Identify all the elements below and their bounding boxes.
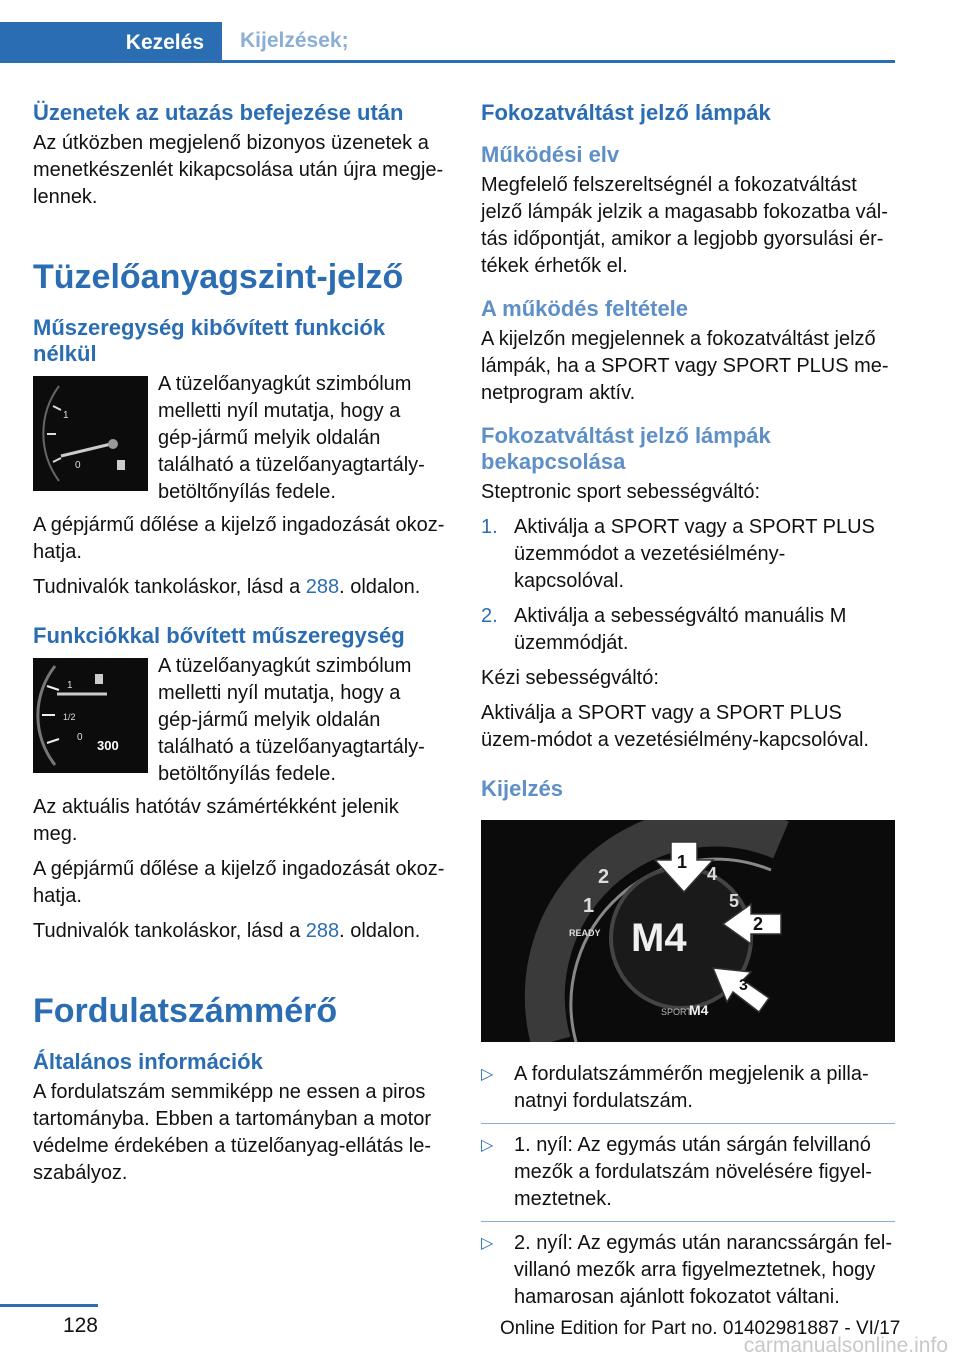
subheading-general-info: Általános információk (33, 1049, 263, 1074)
paragraph-refuel-1 (33, 574, 445, 601)
step-item (481, 603, 895, 657)
tab-kijelzesek[interactable]: Kijelzések; (240, 29, 349, 52)
watermark: carmanualsonline.info (743, 1334, 948, 1357)
refuel-suffix-2: . oldalon. (339, 920, 421, 942)
triangle-bullet-icon: ▷ (481, 1137, 494, 1154)
left-column (33, 100, 445, 1195)
tab-underline (0, 60, 895, 63)
svg-text:1: 1 (583, 895, 595, 917)
tab-kezeles[interactable]: Kezelés (0, 22, 222, 63)
heading-fuel-gauge: Tüzelőanyagszint-jelző (33, 258, 404, 296)
fig-text-basic: A tüzelőanyagkút szimbólum melletti nyíl mutatja, hogy a gép-jármű melyik oldalán található a tüzelőanyagtartály-betöltőnyílás fedele. (158, 373, 425, 503)
svg-text:0: 0 (77, 732, 83, 743)
page-number-rule (0, 1304, 98, 1307)
display-notes (481, 1061, 895, 1319)
subheading-extended-cluster: Funkciókkal bővített műszeregység (33, 623, 405, 648)
paragraph-condition: A kijelzőn megjelennek a fokozatváltást jelző lámpák, ha a SPORT vagy SPORT PLUS me-netprogram aktív. (481, 328, 889, 404)
activation-steps (481, 514, 895, 657)
page-link-288[interactable]: 288 (305, 576, 340, 598)
svg-text:1: 1 (63, 410, 69, 421)
refuel-text-2: Tudnivalók tankoláskor, lásd a (33, 920, 306, 942)
subheading-activation: Fokozatváltást jelző lámpák bekapcsolása (481, 423, 771, 474)
tab-bar (0, 22, 895, 63)
svg-text:1: 1 (67, 680, 73, 691)
subheading-principle: Működési elv (481, 142, 620, 167)
step-number: 1. (481, 516, 498, 538)
paragraph-tilt-2: A gépjármű dőlése a kijelző ingadozását okoz-hatja. (33, 858, 445, 907)
list-item (481, 1061, 895, 1124)
edition-note: Online Edition for Part no. 01402981887 - VI/17 (500, 1318, 901, 1339)
paragraph-tilt-1: A gépjármű dőlése a kijelző ingadozását okoz-hatja. (33, 514, 445, 563)
svg-text:0: 0 (75, 460, 81, 471)
fuel-gauge-basic-image (33, 376, 148, 491)
svg-text:4: 4 (707, 864, 718, 884)
paragraph-messages: Az útközben megjelenő bizonyos üzenetek a menetkészenlét kikapcsolása után újra megje-lennek. (33, 132, 444, 208)
svg-text:READY: READY (569, 928, 601, 938)
svg-text:M4: M4 (689, 1002, 709, 1018)
fig-text-extended: A tüzelőanyagkút szimbólum melletti nyíl mutatja, hogy a gép-jármű melyik oldalán található a tüzelőanyagtartály-betöltőnyílás fedele. (158, 655, 425, 785)
svg-text:SPORT: SPORT (661, 1007, 692, 1017)
paragraph-refuel-2 (33, 918, 445, 945)
svg-text:1/2: 1/2 (63, 712, 76, 722)
paragraph-steptronic: Steptronic sport sebességváltó: (481, 481, 761, 503)
list-item-text: 2. nyíl: Az egymás után narancssárgán fel-villanó mezők arra figyelmeztetnek, hogy hamarosan ajánlott fokozatot váltani. (514, 1232, 892, 1308)
step-number: 2. (481, 605, 498, 627)
page-link-288-second[interactable]: 288 (305, 920, 340, 942)
list-item-text: A fordulatszámmérőn megjelenik a pilla-natnyi fordulatszám. (514, 1063, 869, 1112)
right-column (481, 100, 895, 1327)
page-number: 128 (62, 1314, 98, 1337)
step-item (481, 514, 895, 595)
figure-row-basic (33, 371, 445, 506)
svg-text:1: 1 (677, 852, 688, 872)
paragraph-manual-activate: Aktiválja a SPORT vagy a SPORT PLUS üzem-módot a vezetésiélmény-kapcsolóval. (481, 702, 869, 751)
list-item (481, 1132, 895, 1222)
subheading-display: Kijelzés (481, 776, 563, 801)
paragraph-principle: Megfelelő felszereltségnél a fokozatváltást jelző lámpák jelzik a magasabb fokozatba vál-tás időpontját, amikor a legjobb gyorsulási ér-tékek érhetők el. (481, 174, 888, 277)
svg-text:M4: M4 (631, 916, 687, 960)
heading-tachometer: Fordulatszámmérő (33, 992, 338, 1030)
paragraph-range: Az aktuális hatótáv számértékként jelenik meg. (33, 796, 399, 845)
shift-lights-display-image (481, 820, 895, 1042)
svg-text:2: 2 (598, 866, 610, 888)
paragraph-manual: Kézi sebességváltó: (481, 667, 659, 689)
paragraph-general-info: A fordulatszám semmiképp ne essen a piros tartományba. Ebben a tartományban a motor védelme érdekében a tüzelőanyag-ellátás le-szabályoz. (33, 1081, 432, 1184)
section-title-messages: Üzenetek az utazás befejezése után (33, 100, 404, 125)
triangle-bullet-icon: ▷ (481, 1235, 494, 1252)
list-item-text: 1. nyíl: Az egymás után sárgán felvillanó mezők a fordulatszám növelésére figyel-meztetnek. (514, 1134, 872, 1210)
list-item (481, 1230, 895, 1319)
svg-text:300: 300 (97, 738, 119, 753)
svg-text:2: 2 (753, 914, 764, 934)
fuel-gauge-extended-image (33, 658, 148, 773)
step-text: Aktiválja a SPORT vagy a SPORT PLUS üzemmódot a vezetésiélmény-kapcsolóval. (514, 516, 875, 592)
svg-text:5: 5 (729, 891, 740, 911)
step-text: Aktiválja a sebességváltó manuális M üzemmódját. (514, 605, 847, 654)
triangle-bullet-icon: ▷ (481, 1066, 494, 1083)
subheading-basic-cluster: Műszeregység kibővített funkciók nélkül (33, 315, 386, 366)
refuel-suffix-1: . oldalon. (339, 576, 421, 598)
svg-text:3: 3 (739, 977, 748, 994)
figure-row-extended (33, 653, 445, 788)
refuel-text-1: Tudnivalók tankoláskor, lásd a (33, 576, 306, 598)
heading-shift-lights: Fokozatváltást jelző lámpák (481, 100, 771, 125)
subheading-condition: A működés feltétele (481, 296, 689, 321)
